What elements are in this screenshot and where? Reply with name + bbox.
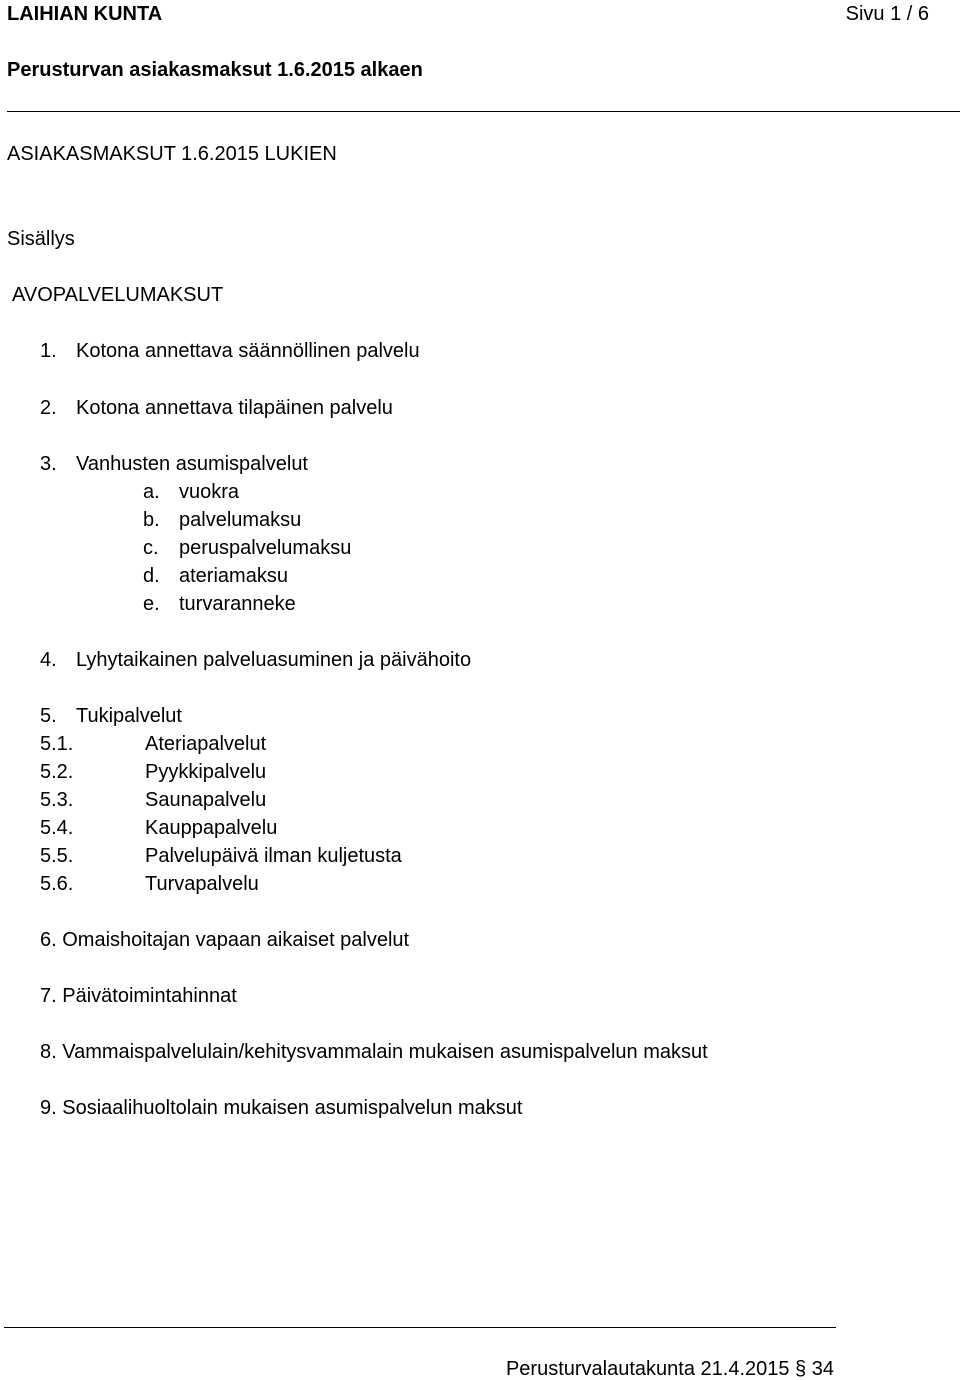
toc-subitem-letter: c. bbox=[143, 537, 159, 559]
toc-subitem-label[interactable]: Ateriapalvelut bbox=[145, 733, 267, 755]
toc-item-number: 1. bbox=[40, 340, 57, 362]
toc-subitem-label[interactable]: Turvapalvelu bbox=[145, 873, 259, 895]
toc-item-label[interactable]: 7. Päivätoimintahinnat bbox=[40, 985, 237, 1007]
toc-subitem-number: 5.5. bbox=[40, 845, 74, 867]
toc-subitem-label[interactable]: vuokra bbox=[179, 481, 240, 503]
toc-subitem-label[interactable]: palvelumaksu bbox=[179, 509, 302, 531]
toc-item-label[interactable]: 6. Omaishoitajan vapaan aikaiset palvelut bbox=[40, 929, 410, 951]
toc-item-label[interactable]: Kotona annettava säännöllinen palvelu bbox=[76, 340, 420, 362]
toc-subitem-number: 5.2. bbox=[40, 761, 74, 783]
toc-subitem-label[interactable]: ateriamaksu bbox=[179, 565, 288, 587]
toc-item-number: 5. bbox=[40, 705, 57, 727]
document-title: Perusturvan asiakasmaksut 1.6.2015 alkaen bbox=[7, 59, 423, 81]
toc-subitem-number: 5.6. bbox=[40, 873, 74, 895]
page-indicator: Sivu 1 / 6 bbox=[845, 3, 929, 25]
toc-item-number: 4. bbox=[40, 649, 57, 671]
toc-subitem-letter: e. bbox=[143, 593, 160, 615]
toc-subitem-letter: a. bbox=[143, 481, 160, 503]
toc-item-number: 2. bbox=[40, 397, 57, 419]
organization-name: LAIHIAN KUNTA bbox=[7, 3, 163, 25]
toc-subitem-number: 5.4. bbox=[40, 817, 74, 839]
footer-text: Perusturvalautakunta 21.4.2015 § 34 bbox=[505, 1358, 834, 1380]
toc-subitem-label[interactable]: Saunapalvelu bbox=[145, 789, 267, 811]
toc-item-label[interactable]: 8. Vammaispalvelulain/kehitysvammalain mukaisen asumispalvelun maksut bbox=[40, 1041, 708, 1063]
toc-subitem-label[interactable]: Pyykkipalvelu bbox=[145, 761, 267, 783]
toc-subitem-letter: b. bbox=[143, 509, 160, 531]
toc-subitem-label[interactable]: turvaranneke bbox=[179, 593, 296, 615]
section-title: AVOPALVELUMAKSUT bbox=[12, 284, 224, 306]
toc-item-label[interactable]: Vanhusten asumispalvelut bbox=[76, 453, 308, 475]
toc-subitem-label[interactable]: Palvelupäivä ilman kuljetusta bbox=[145, 845, 402, 867]
page-heading: ASIAKASMAKSUT 1.6.2015 LUKIEN bbox=[7, 143, 337, 165]
toc-item-label[interactable]: Lyhytaikainen palveluasuminen ja päivähoito bbox=[76, 649, 472, 671]
toc-item-label[interactable]: Tukipalvelut bbox=[76, 705, 182, 727]
toc-item-label[interactable]: Kotona annettava tilapäinen palvelu bbox=[76, 397, 393, 419]
toc-subitem-number: 5.1. bbox=[40, 733, 74, 755]
toc-subitem-label[interactable]: peruspalvelumaksu bbox=[179, 537, 352, 559]
toc-title: Sisällys bbox=[7, 228, 75, 250]
header-divider bbox=[7, 111, 960, 112]
toc-subitem-letter: d. bbox=[143, 565, 160, 587]
toc-item-label[interactable]: 9. Sosiaalihuoltolain mukaisen asumispalvelun maksut bbox=[40, 1097, 523, 1119]
footer-divider bbox=[4, 1327, 836, 1328]
toc-subitem-label[interactable]: Kauppapalvelu bbox=[145, 817, 278, 839]
toc-subitem-number: 5.3. bbox=[40, 789, 74, 811]
toc-item-number: 3. bbox=[40, 453, 57, 475]
